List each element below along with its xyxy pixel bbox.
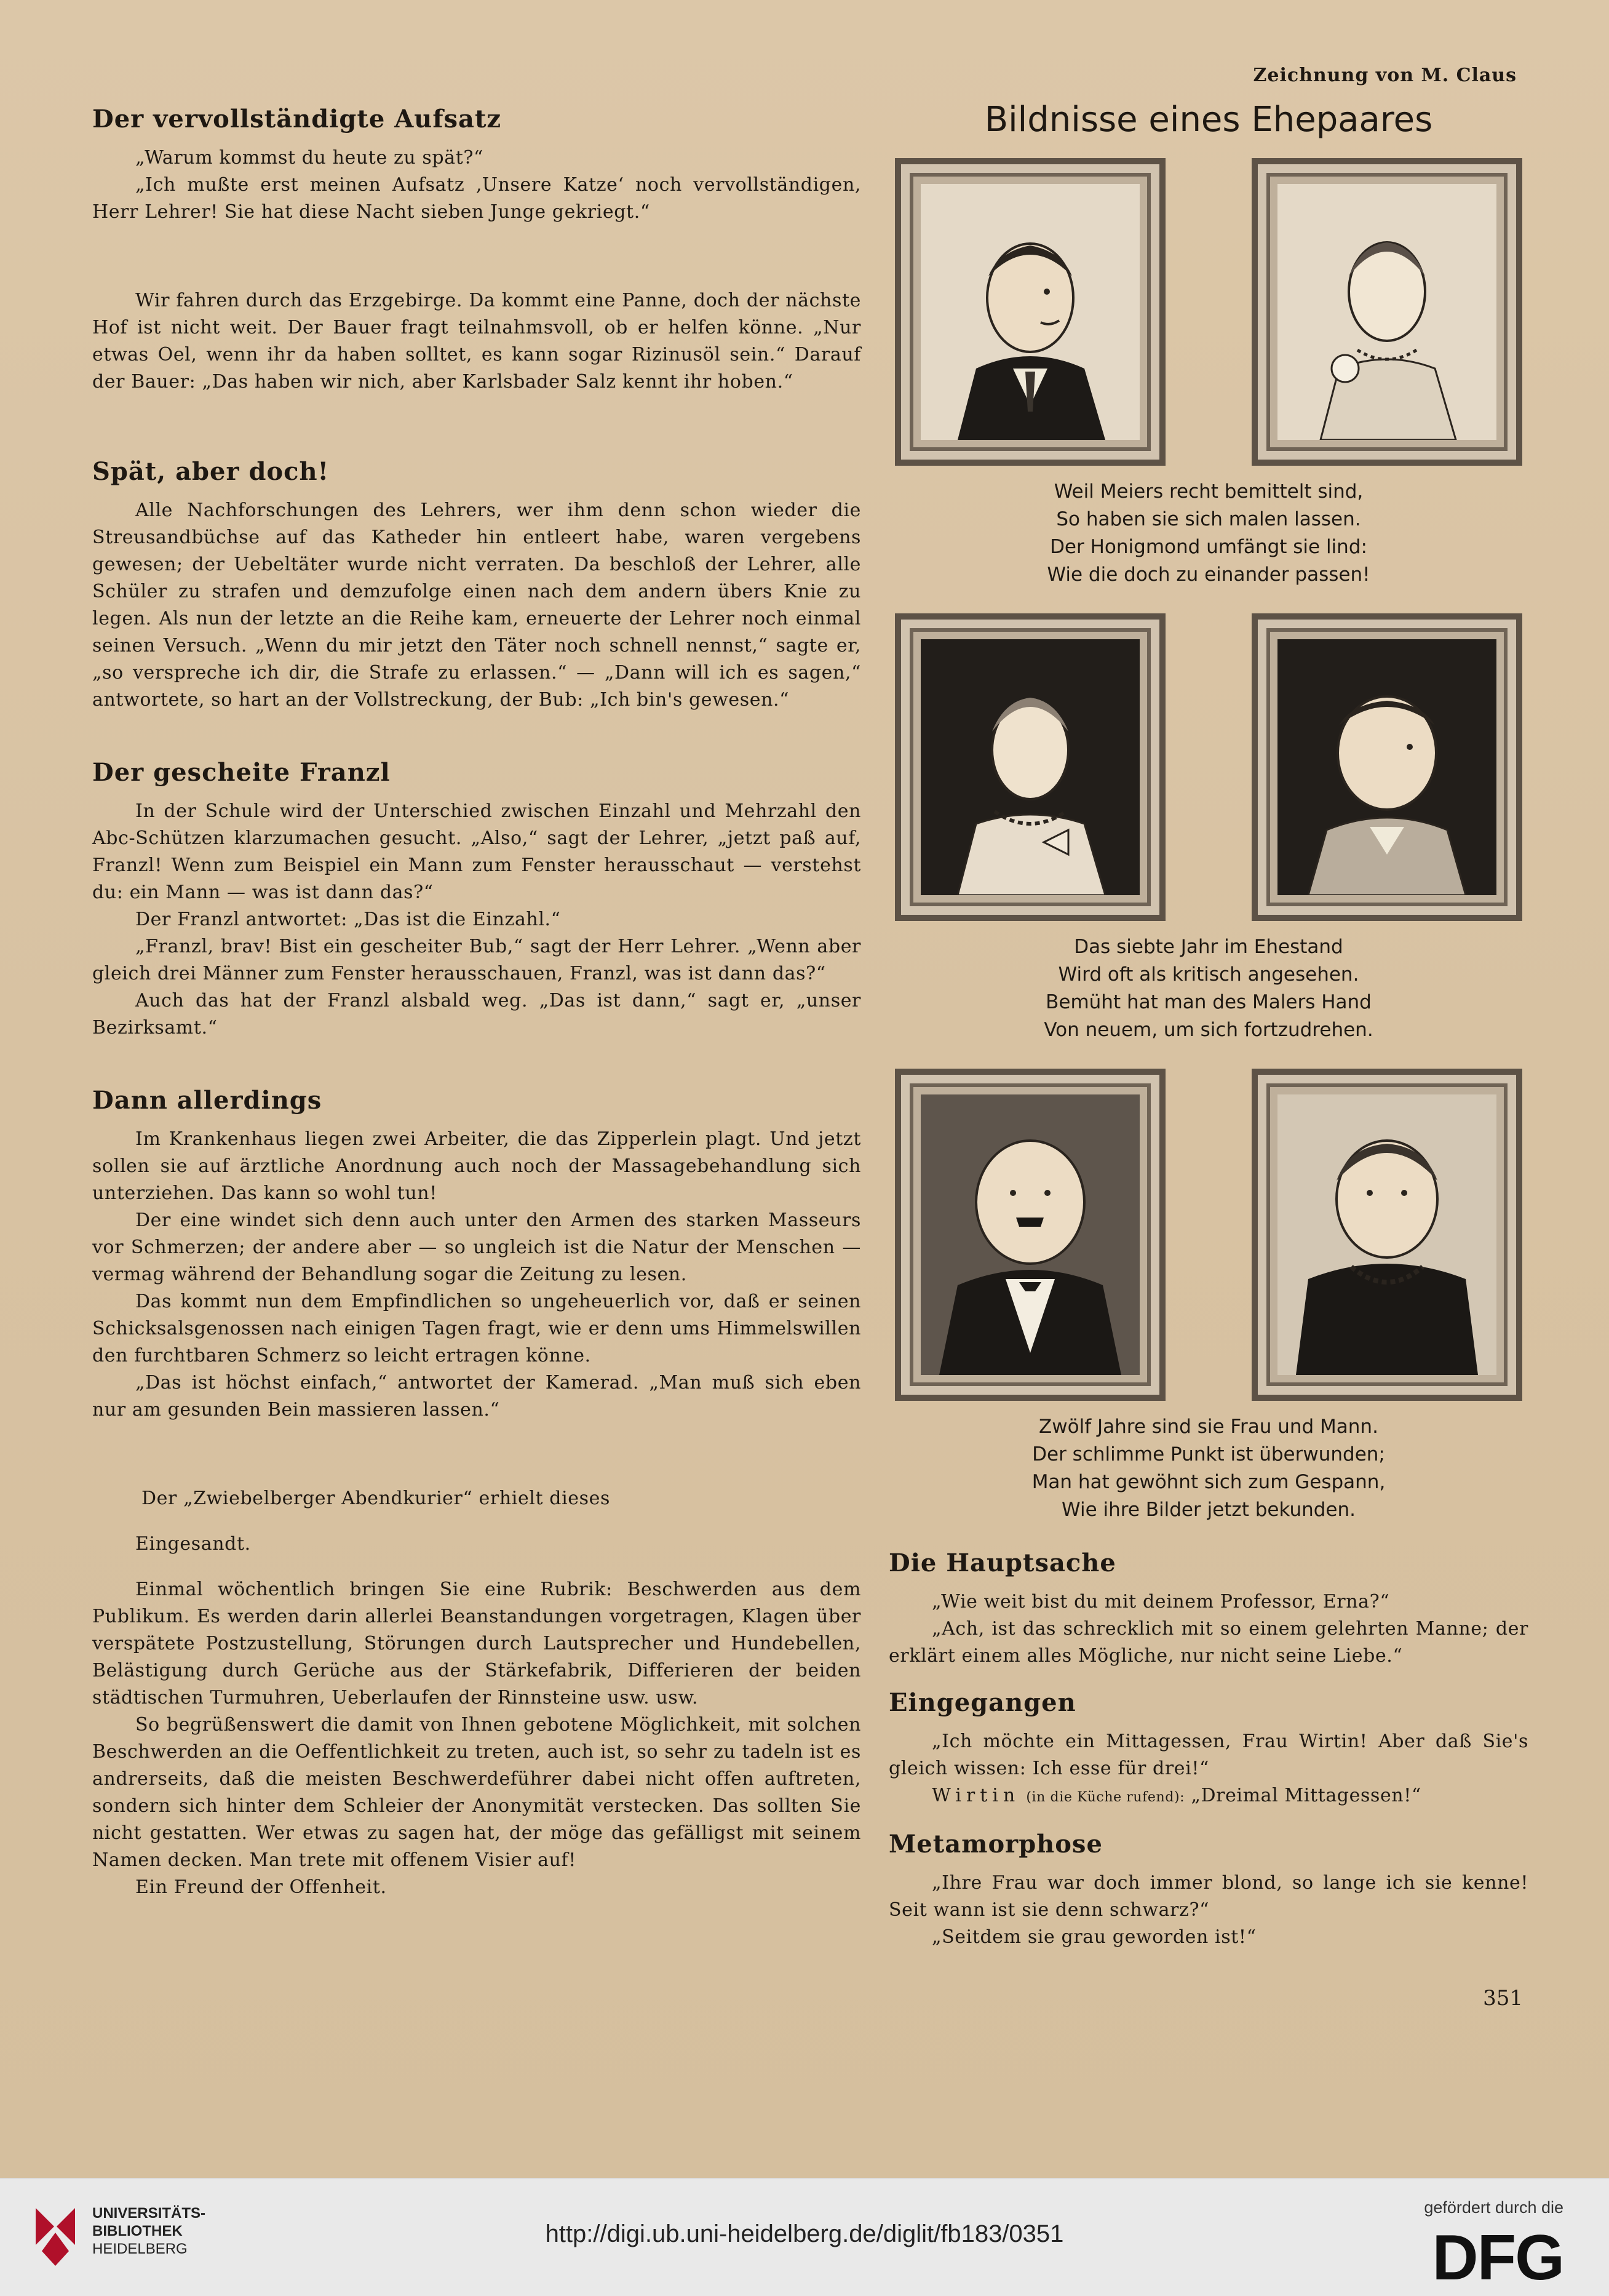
stage-direction: (in die Küche rufend): bbox=[1026, 1790, 1185, 1805]
right-column bbox=[889, 92, 1528, 1951]
verse-line: Weil Meiers recht bemittelt sind, bbox=[1054, 480, 1364, 503]
portrait-row-1 bbox=[889, 158, 1528, 466]
paragraph: Einmal wöchentlich bringen Sie eine Rubrik: Beschwerden aus dem Publikum. Es werden darin allerlei Beanstandungen vorgetragen, Klagen über verspätete Postzustellung, Störungen durch Lautsprecher und Hundebellen, Belästigung durch Gerüche aus der Stärkefabrik, Differieren der beiden städtischen Turmuhren, Ueberlaufen der Rinnsteine usw. usw. bbox=[92, 1579, 861, 1708]
paragraph: Alle Nachforschungen des Lehrers, wer ihm denn schon wieder die Streusandbüchse auf das Katheder hin entleert habe, waren vergebens gewesen; der Uebeltäter wurde nicht verraten. Da beschloß der Lehrer, alle Schüler zu strafen und demzufolge einen nach dem andern übers Knie zu legen. Als nun der letzte an die Reihe kam, erneuerte der Lehrer noch einmal seinen Versuch. „Wenn du mir jetzt den Täter noch schnell nennst,“ sagte er, „so verspreche ich dir, die Strafe zu erlassen.“ — „Dann will ich es sagen,“ antwortete, so hart an der Vollstreckung, der Bub: „Ich bin's gewesen.“ bbox=[92, 500, 861, 711]
speaker-reply: „Dreimal Mittagessen!“ bbox=[1191, 1785, 1421, 1806]
portrait-wife-3 bbox=[1252, 1069, 1522, 1401]
paragraph: „Franzl, brav! Bist ein gescheiter Bub,“ sagt der Herr Lehrer. „Wenn aber gleich drei Männer zum Fenster herausschauen, Franzl, was ist dann das?“ bbox=[92, 936, 861, 984]
verse-line: Das siebte Jahr im Ehestand bbox=[1074, 936, 1343, 958]
verse-line: Der schlimme Punkt ist überwunden; bbox=[1032, 1443, 1385, 1465]
paragraph: „Seitdem sie grau geworden ist!“ bbox=[932, 1926, 1257, 1948]
illustration-credit: Zeichnung von M. Claus bbox=[1253, 65, 1517, 86]
paragraph: So begrüßenswert die damit von Ihnen gebotene Möglichkeit, mit solchen Beschwerden an die Oeffentlichkeit zu treten, auch ist, so sehr zu tadeln ist es andrerseits, daß die meisten Beschwerdeführer dabei nicht offen auftreten, sondern sich hinter dem Schleier der Anonymität verstecken. Das sollten Sie nicht gestatten. Wer etwas zu sagen hat, der möge das gefälligst mit seinem Namen decken. Man trete mit offenem Visier auf! bbox=[92, 1714, 861, 1871]
portrait-wife-1 bbox=[1252, 158, 1522, 466]
paragraph: „Ach, ist das schrecklich mit so einem gelehrten Manne; der erklärt einem alles Mögliche, nur nicht seine Liebe.“ bbox=[889, 1618, 1528, 1667]
university-name: UNIVERSITÄTS- BIBLIOTHEK HEIDELBERG bbox=[92, 2205, 206, 2257]
verse-line: So haben sie sich malen lassen. bbox=[1056, 508, 1361, 530]
section-title: Metamorphose bbox=[889, 1830, 1103, 1859]
paragraph: Auch das hat der Franzl alsbald weg. „Das ist dann,“ sagt er, „unser Bezirksamt.“ bbox=[92, 990, 861, 1038]
dialogue-line bbox=[889, 1782, 1528, 1811]
portrait-husband-1 bbox=[895, 158, 1166, 466]
verse-line: Man hat gewöhnt sich zum Gespann, bbox=[1031, 1471, 1386, 1493]
portrait-row-3 bbox=[889, 1069, 1528, 1401]
paragraph: In der Schule wird der Unterschied zwischen Einzahl und Mehrzahl den Abc-Schützen klarzumachen gesucht. „Also,“ sagt der Lehrer, „jetzt paß auf, Franzl! Wenn zum Beispiel ein Mann zum Fenster herausschaut — verstehst du: ein Mann — was ist dann das?“ bbox=[92, 800, 861, 903]
verse-line: Der Honigmond umfängt sie lind: bbox=[1050, 536, 1367, 558]
paragraph: „Ich mußte erst meinen Aufsatz ‚Unsere Katze‘ noch vervollständigen, Herr Lehrer! Sie hat diese Nacht sieben Junge gekriegt.“ bbox=[92, 174, 861, 223]
paragraph: „Wie weit bist du mit deinem Professor, Erna?“ bbox=[932, 1591, 1390, 1612]
letter-intro: Der „Zwiebelberger Abendkurier“ erhielt dieses bbox=[141, 1488, 610, 1509]
verse-line: Wird oft als kritisch angesehen. bbox=[1058, 963, 1359, 986]
verse-line: Wie ihre Bilder jetzt bekunden. bbox=[1061, 1499, 1356, 1521]
portrait-wife-2 bbox=[895, 613, 1166, 921]
paragraph: „Warum kommst du heute zu spät?“ bbox=[135, 147, 483, 169]
paragraph: Im Krankenhaus liegen zwei Arbeiter, die das Zipperlein plagt. Und jetzt sollen sie auf ärztliche Anordnung auch noch der Massagebehandlung sich unterziehen. Das kann so wohl tun! bbox=[92, 1128, 861, 1204]
sponsor-label: gefördert durch die bbox=[1424, 2198, 1563, 2217]
paragraph: Der Franzl antwortet: „Das ist die Einzahl.“ bbox=[135, 909, 561, 930]
portrait-husband-3 bbox=[895, 1069, 1166, 1401]
paragraph: Der eine windet sich denn auch unter den Armen des starken Masseurs vor Schmerzen; der andere aber — so ungleich ist die Natur der Menschen — vermag während der Behandlung sogar die Zeitung zu lesen. bbox=[92, 1210, 861, 1285]
footer-bar bbox=[0, 2178, 1609, 2296]
dfg-logo: DFG bbox=[1432, 2222, 1563, 2294]
verse-line: Wie die doch zu einander passen! bbox=[1047, 564, 1370, 586]
verse-line: Von neuem, um sich fortzudrehen. bbox=[1044, 1019, 1373, 1041]
portrait-row-2 bbox=[889, 613, 1528, 921]
source-url-link[interactable]: http://digi.ub.uni-heidelberg.de/diglit/fb183/0351 bbox=[545, 2220, 1064, 2247]
paragraph: „Ihre Frau war doch immer blond, so lange ich sie kenne! Seit wann ist sie denn schwarz?“ bbox=[889, 1872, 1528, 1921]
section-title: Eingegangen bbox=[889, 1688, 1076, 1717]
paragraph: Das kommt nun dem Empfindlichen so ungeheuerlich vor, daß er seinen Schicksalsgenossen nach einigen Tagen fragt, wie er denn ums Himmelswillen den furchtbaren Schmerz so leicht ertragen könne. bbox=[92, 1291, 861, 1366]
verse-line: Zwölf Jahre sind sie Frau und Mann. bbox=[1039, 1416, 1378, 1438]
letter-heading: Eingesandt. bbox=[135, 1533, 251, 1555]
section-title: Die Hauptsache bbox=[889, 1549, 1116, 1577]
caption-3 bbox=[889, 1413, 1528, 1524]
speaker-name: Wirtin bbox=[932, 1785, 1020, 1806]
paragraph: „Das ist höchst einfach,“ antwortet der Kamerad. „Man muß sich eben nur am gesunden Bein massieren lassen.“ bbox=[92, 1372, 861, 1421]
paragraph: „Ich möchte ein Mittagessen, Frau Wirtin! Aber daß Sie's gleich wissen: Ich esse für drei!“ bbox=[889, 1731, 1528, 1779]
page-number: 351 bbox=[1483, 1986, 1523, 2011]
section-title: Dann allerdings bbox=[92, 1086, 322, 1115]
cartoon-title: Bildnisse eines Ehepaares bbox=[984, 100, 1433, 140]
paragraph: Wir fahren durch das Erzgebirge. Da kommt eine Panne, doch der nächste Hof ist nicht weit. Der Bauer fragt teilnahmsvoll, ob er helfen könne. „Nur etwas Oel, wenn ihr da haben solltet, es kann sogar Rizinusöl sein.“ Darauf der Bauer: „Das haben wir nich, aber Karlsbader Salz kennt ihr hoben.“ bbox=[92, 290, 861, 393]
section-title: Der gescheite Franzl bbox=[92, 758, 391, 787]
section-title: Der vervollständigte Aufsatz bbox=[92, 105, 502, 134]
letter-signature: Ein Freund der Offenheit. bbox=[135, 1876, 387, 1898]
portrait-husband-2 bbox=[1252, 613, 1522, 921]
caption-2 bbox=[889, 933, 1528, 1044]
verse-line: Bemüht hat man des Malers Hand bbox=[1046, 991, 1372, 1013]
left-column bbox=[92, 105, 861, 1901]
caption-1 bbox=[889, 478, 1528, 589]
section-title: Spät, aber doch! bbox=[92, 457, 330, 486]
